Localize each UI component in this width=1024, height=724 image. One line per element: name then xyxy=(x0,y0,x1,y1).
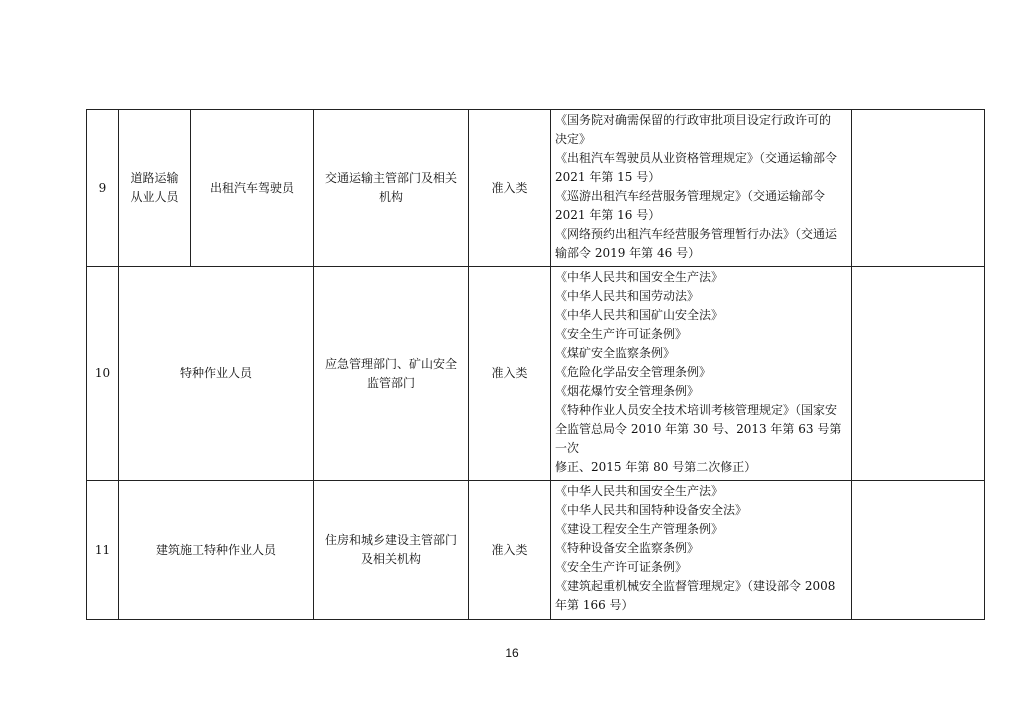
legal-basis-line: 《出租汽车驾驶员从业资格管理规定》（交通运输部令 xyxy=(555,151,838,165)
legal-basis-line: 《网络预约出租汽车经营服务管理暂行办法》（交通运 xyxy=(555,227,838,241)
table-row xyxy=(87,267,985,481)
legal-basis-line: 《安全生产许可证条例》 xyxy=(555,560,688,574)
legal-basis-line: 《巡游出租汽车经营服务管理规定》（交通运输部令 xyxy=(555,189,826,203)
legal-basis-line: 《国务院对确需保留的行政审批项目设定行政许可的 xyxy=(555,113,832,127)
legal-basis-line: 《中华人民共和国劳动法》 xyxy=(555,289,700,303)
legal-basis-line: 《特种设备安全监察条例》 xyxy=(555,541,700,555)
legal-basis-line: 《建设工程安全生产管理条例》 xyxy=(555,522,724,536)
legal-basis-line: 《安全生产许可证条例》 xyxy=(555,327,688,341)
legal-basis-line: 《建筑起重机械安全监督管理规定》（建设部令 2008 xyxy=(555,579,836,593)
authority-cell: 住房和城乡建设主管部门 及相关机构 xyxy=(314,481,469,620)
legal-basis-line: 《烟花爆竹安全管理条例》 xyxy=(555,384,700,398)
occupation-name-cell: 特种作业人员 xyxy=(119,267,314,481)
legal-basis-cell xyxy=(551,110,852,267)
legal-basis-line: 《中华人民共和国安全生产法》 xyxy=(555,270,724,284)
legal-basis-line: 全监管总局令 2010 年第 30 号、2013 年第 63 号第一次 xyxy=(555,422,842,455)
legal-basis-line: 2021 年第 15 号） xyxy=(555,170,661,184)
table-body xyxy=(87,110,985,620)
legal-basis-line: 《中华人民共和国安全生产法》 xyxy=(555,484,724,498)
legal-basis-line: 《危险化学品安全管理条例》 xyxy=(555,365,712,379)
legal-basis-line: 《煤矿安全监察条例》 xyxy=(555,346,676,360)
authority-cell: 交通运输主管部门及相关 机构 xyxy=(314,110,469,267)
legal-basis-line: 《特种作业人员安全技术培训考核管理规定》（国家安 xyxy=(555,403,838,417)
legal-basis-line: 《中华人民共和国矿山安全法》 xyxy=(555,308,724,322)
note-cell xyxy=(852,481,985,620)
note-cell xyxy=(852,267,985,481)
legal-basis-line: 《中华人民共和国特种设备安全法》 xyxy=(555,503,748,517)
legal-basis-line: 年第 166 号） xyxy=(555,598,634,612)
row-number-cell: 10 xyxy=(87,267,119,481)
table-row xyxy=(87,110,985,267)
qualification-table xyxy=(86,109,985,620)
row-number-cell: 9 xyxy=(87,110,119,267)
category-cell: 道路运输 从业人员 xyxy=(119,110,191,267)
type-cell: 准入类 xyxy=(469,481,551,620)
legal-basis-line: 2021 年第 16 号） xyxy=(555,208,661,222)
page-number: 16 xyxy=(505,646,519,660)
row-number-cell: 11 xyxy=(87,481,119,620)
table-row xyxy=(87,481,985,620)
occupation-name-cell: 出租汽车驾驶员 xyxy=(191,110,314,267)
authority-cell: 应急管理部门、矿山安全 监管部门 xyxy=(314,267,469,481)
legal-basis-line: 修正、2015 年第 80 号第二次修正） xyxy=(555,460,757,474)
legal-basis-line: 输部令 2019 年第 46 号） xyxy=(555,246,701,260)
legal-basis-line: 决定》 xyxy=(555,132,592,146)
legal-basis-cell xyxy=(551,481,852,620)
legal-basis-cell xyxy=(551,267,852,481)
occupation-name-cell: 建筑施工特种作业人员 xyxy=(119,481,314,620)
type-cell: 准入类 xyxy=(469,110,551,267)
note-cell xyxy=(852,110,985,267)
type-cell: 准入类 xyxy=(469,267,551,481)
